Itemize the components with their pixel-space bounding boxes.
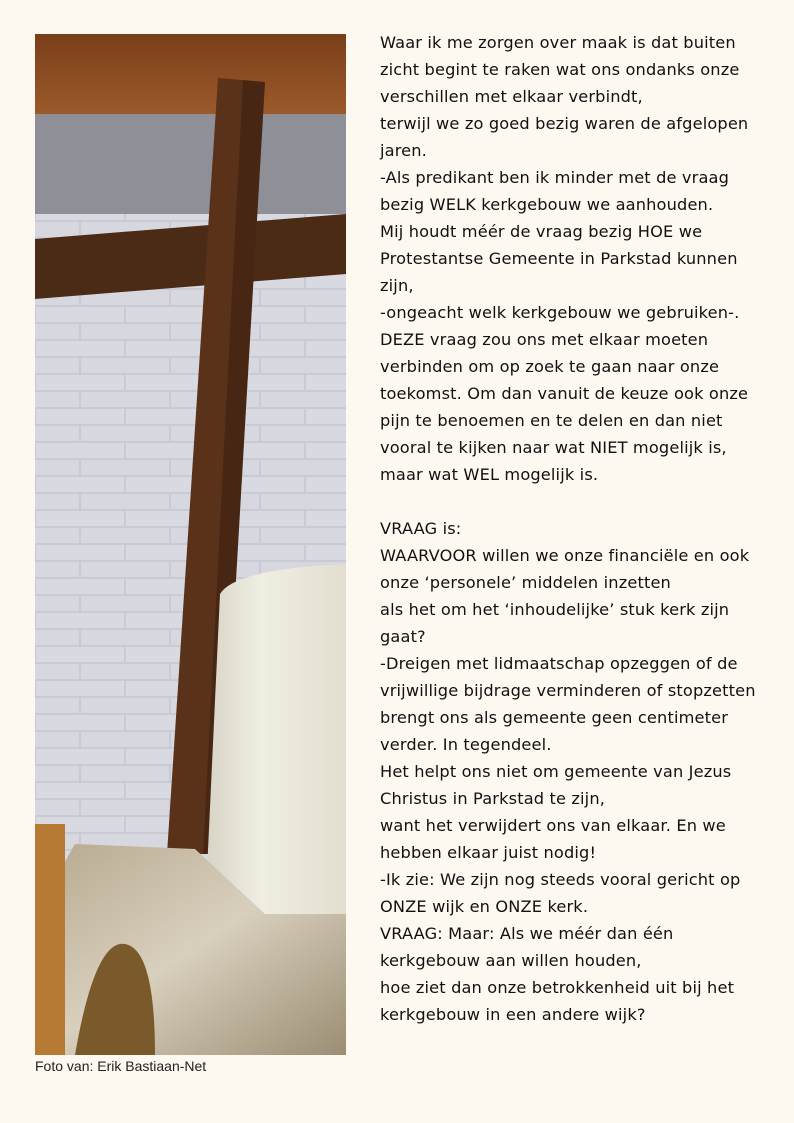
text-line: zicht begint te raken wat ons ondanks onze bbox=[380, 60, 740, 79]
text-line: VRAAG is: bbox=[380, 519, 462, 538]
text-line: terwijl we zo goed bezig waren de afgelopen bbox=[380, 114, 749, 133]
text-line: -Ik zie: We zijn nog steeds vooral gericht op bbox=[380, 870, 741, 889]
article-text bbox=[380, 29, 785, 1028]
text-line: verder. In tegendeel. bbox=[380, 735, 552, 754]
text-line: gaat? bbox=[380, 627, 426, 646]
text-line: jaren. bbox=[380, 141, 427, 160]
text-line: hebben elkaar juist nodig! bbox=[380, 843, 597, 862]
ceiling-shadow bbox=[35, 114, 346, 214]
text-line: Mij houdt méér de vraag bezig HOE we bbox=[380, 222, 703, 241]
text-line: -ongeacht welk kerkgebouw we gebruiken-. bbox=[380, 303, 740, 322]
text-line: verbinden om op zoek te gaan naar onze bbox=[380, 357, 720, 376]
paragraph-2 bbox=[380, 515, 785, 1028]
text-line: verschillen met elkaar verbindt, bbox=[380, 87, 643, 106]
text-line: kerkgebouw aan willen houden, bbox=[380, 951, 642, 970]
text-line: Christus in Parkstad te zijn, bbox=[380, 789, 606, 808]
text-line: bezig WELK kerkgebouw we aanhouden. bbox=[380, 195, 714, 214]
text-line: onze ‘personele’ middelen inzetten bbox=[380, 573, 671, 592]
cross-candle-image bbox=[35, 34, 346, 1055]
text-line: ONZE wijk en ONZE kerk. bbox=[380, 897, 589, 916]
text-line: want het verwijdert ons van elkaar. En we bbox=[380, 816, 726, 835]
text-line: pijn te benoemen en te delen en dan niet bbox=[380, 411, 723, 430]
text-line: Protestantse Gemeente in Parkstad kunnen bbox=[380, 249, 738, 268]
ceiling-beam bbox=[35, 34, 346, 114]
text-line: Het helpt ons niet om gemeente van Jezus bbox=[380, 762, 732, 781]
text-line: zijn, bbox=[380, 276, 414, 295]
photo-caption: Foto van: Erik Bastiaan-Net bbox=[35, 1058, 207, 1074]
paragraph-gap bbox=[380, 488, 785, 515]
white-candle bbox=[205, 564, 346, 914]
photo-cross-candle bbox=[35, 34, 346, 1055]
text-line: DEZE vraag zou ons met elkaar moeten bbox=[380, 330, 709, 349]
text-line: brengt ons als gemeente geen centimeter bbox=[380, 708, 729, 727]
text-line: toekomst. Om dan vanuit de keuze ook onze bbox=[380, 384, 749, 403]
text-line: Waar ik me zorgen over maak is dat buiten bbox=[380, 33, 736, 52]
text-line: WAARVOOR willen we onze financiële en ook bbox=[380, 546, 750, 565]
text-line: -Als predikant ben ik minder met de vraag bbox=[380, 168, 730, 187]
text-line: VRAAG: Maar: Als we méér dan één bbox=[380, 924, 674, 943]
text-line: maar wat WEL mogelijk is. bbox=[380, 465, 599, 484]
text-line: -Dreigen met lidmaatschap opzeggen of de bbox=[380, 654, 738, 673]
text-line: vrijwillige bijdrage verminderen of stopzetten bbox=[380, 681, 756, 700]
text-line: als het om het ‘inhoudelijke’ stuk kerk zijn bbox=[380, 600, 730, 619]
text-line: hoe ziet dan onze betrokkenheid uit bij het bbox=[380, 978, 735, 997]
text-line: vooral te kijken naar wat NIET mogelijk is, bbox=[380, 438, 727, 457]
paragraph-1 bbox=[380, 29, 785, 488]
text-line: kerkgebouw in een andere wijk? bbox=[380, 1005, 646, 1024]
